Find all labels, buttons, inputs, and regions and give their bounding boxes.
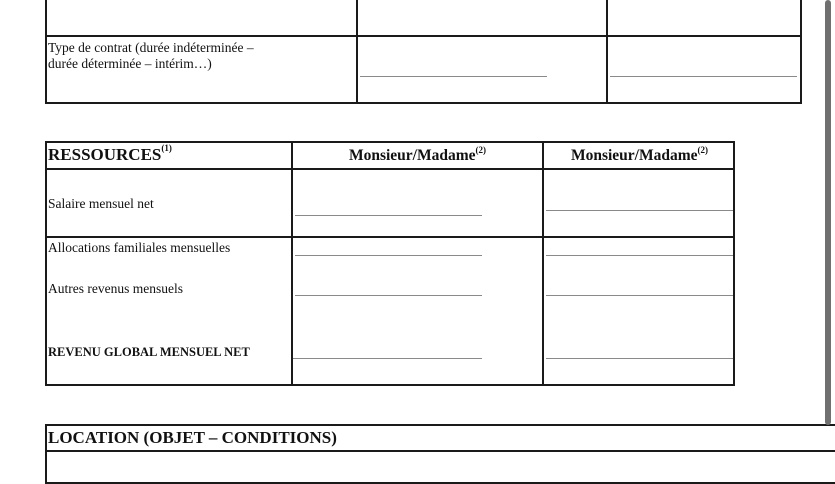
resources-col-divider — [542, 141, 544, 386]
other-income-field-1[interactable] — [295, 295, 482, 296]
salary-field-2[interactable] — [546, 210, 733, 211]
resources-header-divider — [45, 168, 735, 170]
resources-row-divider — [45, 236, 735, 238]
family-allowance-field-2[interactable] — [546, 255, 733, 256]
salary-label: Salaire mensuel net — [48, 196, 154, 211]
contract-type-field-2[interactable] — [610, 76, 797, 77]
resources-col2-header: Monsieur/Madame$^{(2)}$ — [570, 145, 709, 164]
contract-table-col-divider — [606, 0, 608, 104]
contract-type-label — [48, 40, 254, 72]
other-income-field-2[interactable] — [546, 295, 733, 296]
total-income-field-1[interactable] — [293, 358, 482, 359]
other-income-label: Autres revenus mensuels — [48, 281, 183, 296]
vertical-scrollbar[interactable] — [825, 0, 831, 425]
contract-type-label-line1: Type de contrat (durée indéterminée – — [48, 40, 254, 55]
contract-type-field-1[interactable] — [360, 76, 547, 77]
resources-col1-header: Monsieur/Madame$^{(2)}$ — [348, 145, 487, 164]
contract-table-col-divider — [356, 0, 358, 104]
total-income-field-2[interactable] — [546, 358, 733, 359]
resources-header: RESSOURCES$^{(1)}$ — [48, 143, 172, 164]
family-allowance-field-1[interactable] — [295, 255, 482, 256]
location-title: LOCATION (OBJET – CONDITIONS) — [48, 428, 337, 447]
location-header-divider — [45, 450, 835, 452]
resources-col-divider — [291, 141, 293, 386]
total-income-label: REVENU GLOBAL MENSUEL NET — [48, 345, 250, 359]
family-allowance-label: Allocations familiales mensuelles — [48, 240, 231, 255]
contract-type-label-line2: durée déterminée – intérim…) — [48, 56, 212, 71]
contract-table-row-divider — [45, 35, 802, 37]
salary-field-1[interactable] — [295, 215, 482, 216]
